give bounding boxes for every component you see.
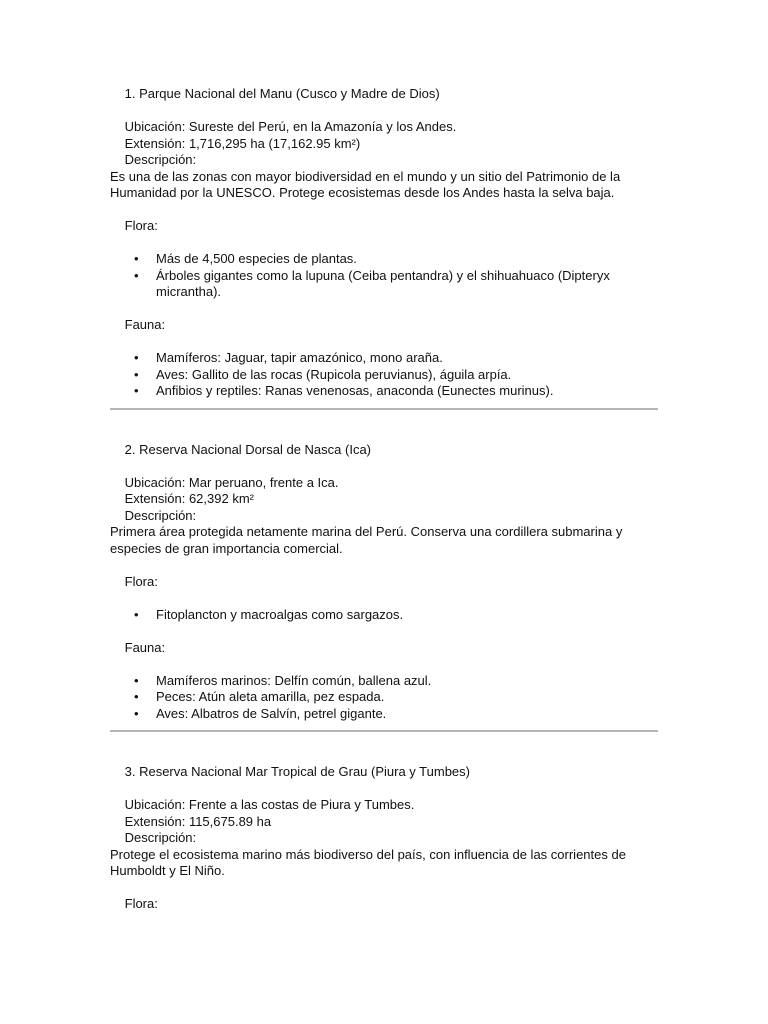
descripcion-label: Descripción: [124,830,197,845]
list-item: • Peces: Atún aleta amarilla, pez espada. [156,689,658,706]
list-item: • Fitoplancton y macroalgas como sargazos. [156,607,658,624]
flora-label: Flora: [124,573,158,589]
fauna-list [110,673,658,723]
ubicacion-line: Ubicación: Mar peruano, frente a Ica. [124,474,339,490]
ubicacion-line: Ubicación: Frente a las costas de Piura y Tumbes. [124,797,415,812]
document-page [110,86,658,913]
flora-list [110,607,658,624]
section-title: 3. Reserva Nacional Mar Tropical de Grau (Piura y Tumbes) [124,764,470,779]
list-item: • Aves: Gallito de las rocas (Rupicola peruvianus), águila arpía. [156,367,658,384]
section-divider [110,408,658,410]
list-item: • Árboles gigantes como la lupuna (Ceiba pentandra) y el shihuahuaco (Dipteryx micrantha). [156,268,658,301]
flora-label: Flora: [124,218,158,233]
section-divider [110,730,658,732]
extension-line: Extensión: 62,392 km² [124,491,254,506]
descripcion-label: Descripción: [124,152,197,167]
descripcion-text: Protege el ecosistema marino más biodiverso del país, con influencia de las corrientes de Humboldt y El Niño. [110,846,626,878]
section-title: 1. Parque Nacional del Manu (Cusco y Madre de Dios) [124,86,440,101]
extension-line: Extensión: 115,675.89 ha [124,813,272,829]
list-item: • Más de 4,500 especies de plantas. [156,251,658,268]
ubicacion-line: Ubicación: Sureste del Perú, en la Amazonía y los Andes. [124,119,457,134]
list-item: • Mamíferos marinos: Delfín común, ballena azul. [156,673,658,690]
descripcion-text: Primera área protegida netamente marina del Perú. Conserva una cordillera submarina y especies de gran importancia comercial. [110,524,623,556]
descripcion-text: Es una de las zonas con mayor biodiversidad en el mundo y un sitio del Patrimonio de la Humanidad por la UNESCO. Protege ecosistemas desde los Andes hasta la selva baja. [110,168,621,200]
list-item: • Anfibios y reptiles: Ranas venenosas, anaconda (Eunectes murinus). [156,383,658,400]
section-mar-tropical-grau [110,764,658,913]
extension-line: Extensión: 1,716,295 ha (17,162.95 km²) [124,135,361,151]
section-dorsal-nasca [110,442,658,723]
fauna-list [110,350,658,400]
section-manu [110,86,658,400]
fauna-label: Fauna: [124,317,166,332]
flora-label: Flora: [124,896,158,911]
descripcion-label: Descripción: [124,507,197,523]
list-item: • Mamíferos: Jaguar, tapir amazónico, mono araña. [156,350,658,367]
section-title: 2. Reserva Nacional Dorsal de Nasca (Ica) [124,441,372,457]
list-item: • Aves: Albatros de Salvín, petrel gigante. [156,706,658,723]
fauna-label: Fauna: [124,639,166,655]
flora-list [110,251,658,301]
